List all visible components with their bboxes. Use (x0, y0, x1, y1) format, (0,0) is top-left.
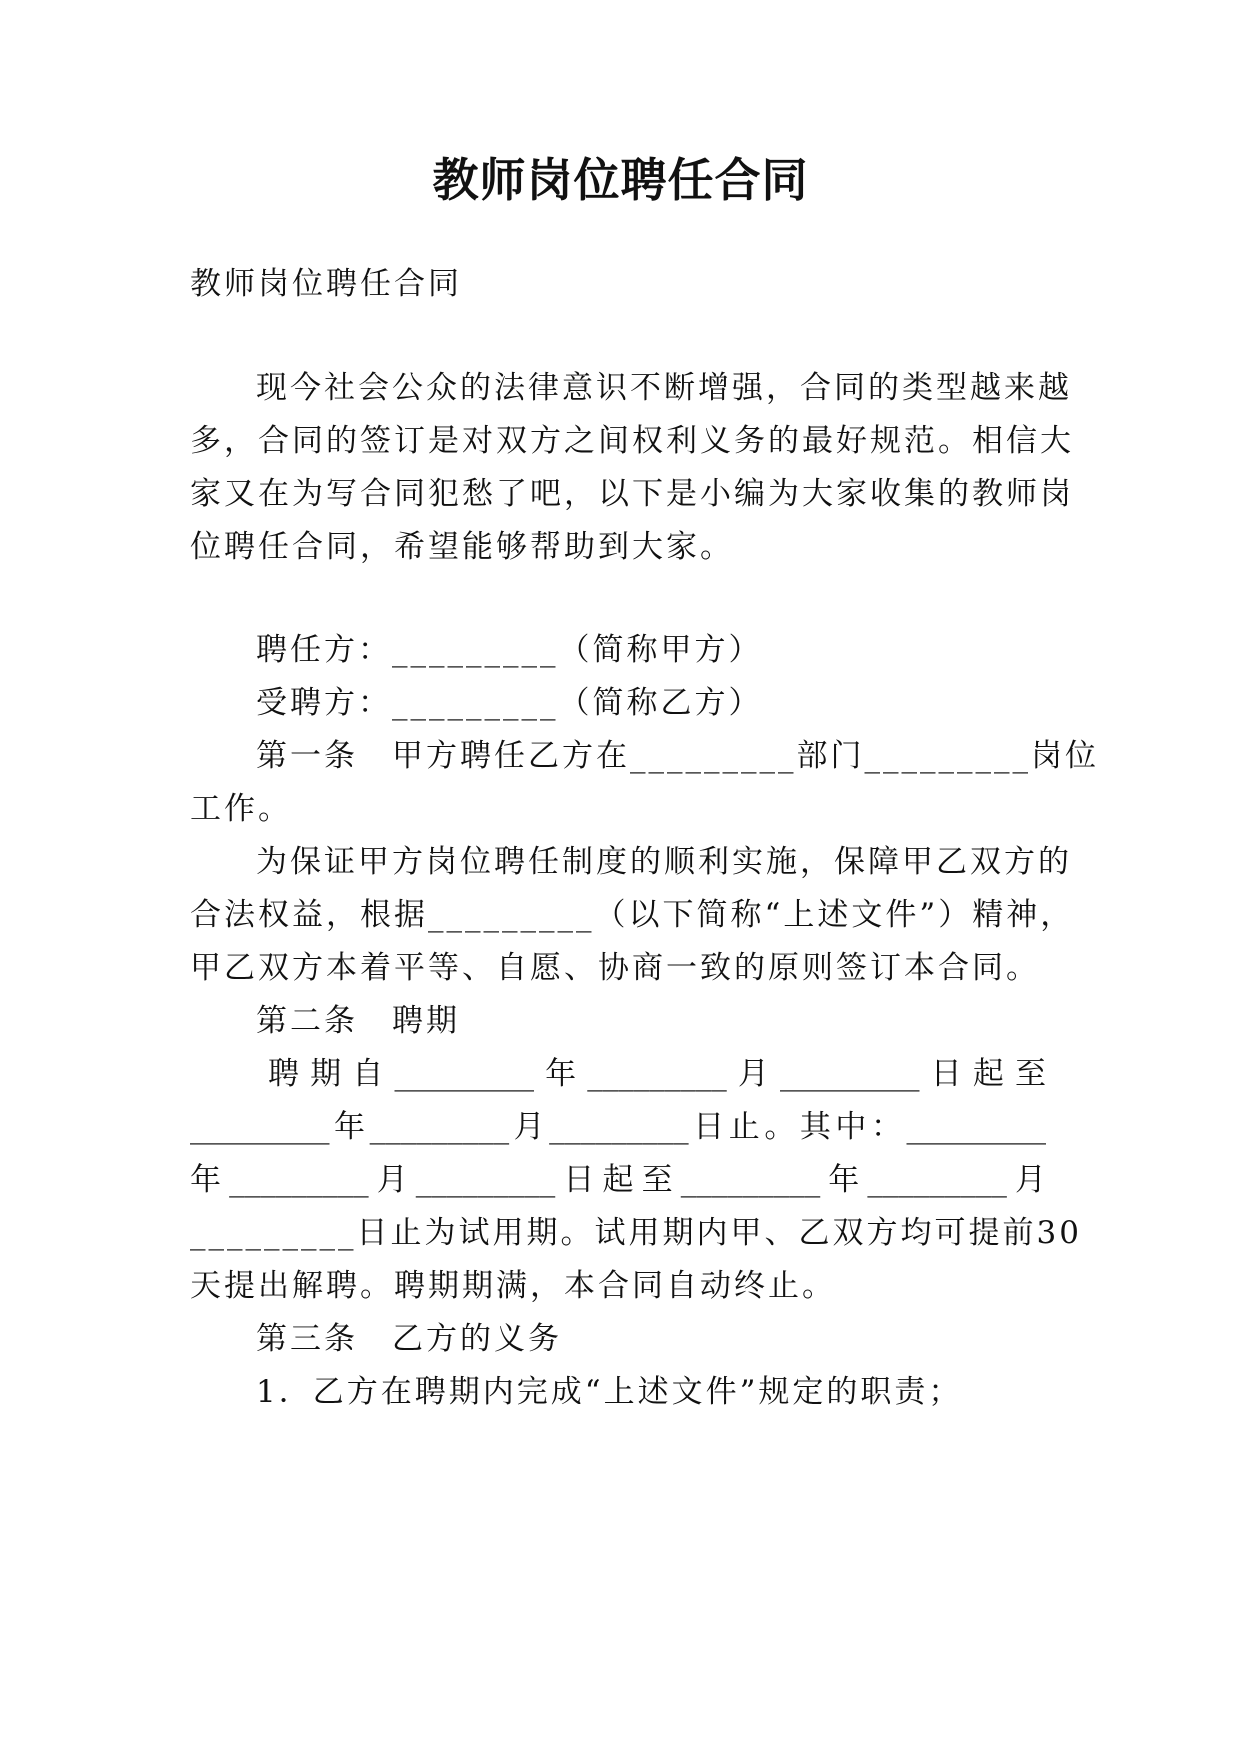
article2-line-3: 年_________月_________日起至_________年_________月 (190, 1162, 1046, 1198)
article1-line-2: 工作。 (190, 791, 292, 827)
purpose-line-1: 为保证甲方岗位聘任制度的顺利实施，保障甲乙双方的 (256, 844, 1072, 880)
article3-heading: 第三条 乙方的义务 (256, 1321, 562, 1357)
article1-line-1: 第一条 甲方聘任乙方在_________部门_________岗位 (256, 738, 1099, 774)
article2-line-2: _________年_________月_________日止。其中：_________ (190, 1109, 1046, 1145)
article2-line-4: _________日止为试用期。试用期内甲、乙双方均可提前30 (190, 1215, 1082, 1251)
employee-line: 受聘方：_________（简称乙方） (256, 685, 763, 721)
employer-line: 聘任方：_________（简称甲方） (256, 632, 763, 668)
article2-line-5: 天提出解聘。聘期期满，本合同自动终止。 (190, 1268, 836, 1304)
intro-line-4: 位聘任合同，希望能够帮助到大家。 (190, 529, 734, 565)
intro-line-3: 家又在为写合同犯愁了吧，以下是小编为大家收集的教师岗 (190, 476, 1074, 512)
article3-item-1: 1．乙方在聘期内完成“上述文件”规定的职责； (256, 1374, 963, 1410)
article2-heading: 第二条 聘期 (256, 1003, 460, 1039)
document-subtitle: 教师岗位聘任合同 (190, 266, 462, 302)
purpose-line-2: 合法权益，根据_________（以下简称“上述文件”）精神， (190, 897, 1075, 933)
intro-line-1: 现今社会公众的法律意识不断增强，合同的类型越来越 (256, 370, 1072, 406)
intro-line-2: 多，合同的签订是对双方之间权利义务的最好规范。相信大 (190, 423, 1074, 459)
purpose-line-3: 甲乙双方本着平等、自愿、协商一致的原则签订本合同。 (190, 950, 1040, 986)
document-title: 教师岗位聘任合同 (432, 153, 809, 207)
article2-line-1: 聘期自_________年_________月_________日起至 (268, 1056, 1046, 1092)
